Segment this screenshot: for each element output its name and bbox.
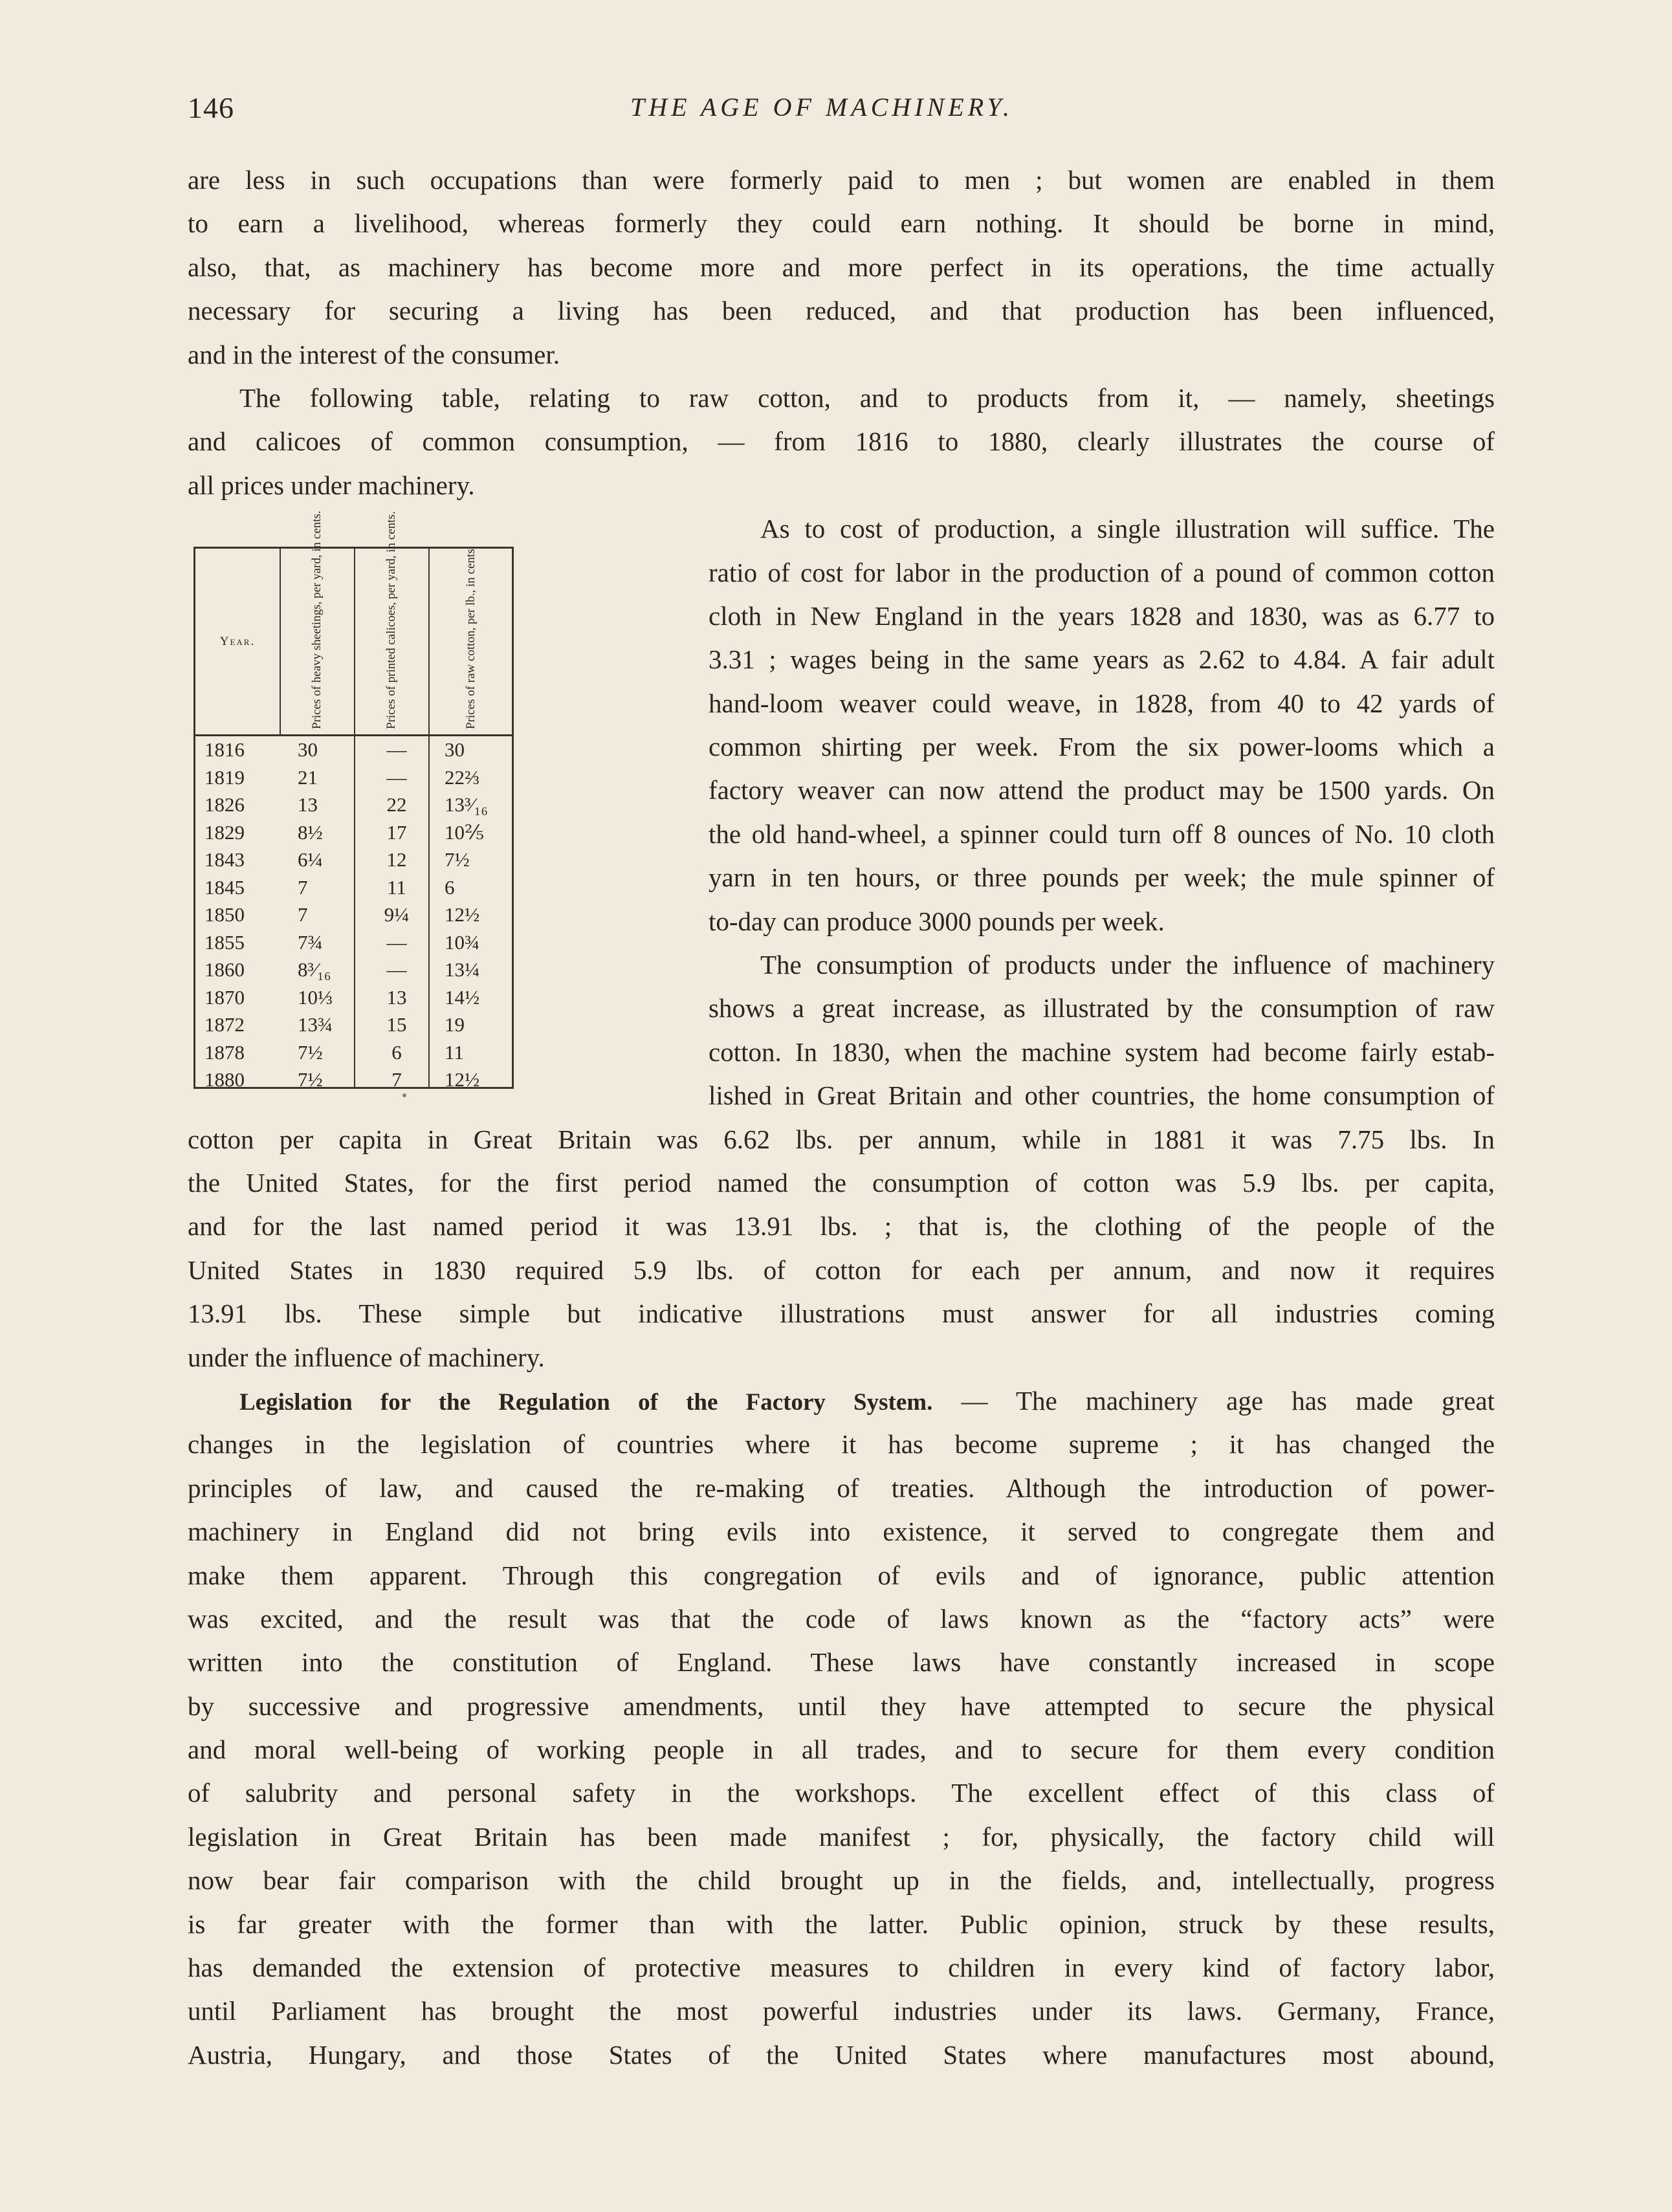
text-line: 13.91 lbs. These simple but indicative illustrations must answer for all industries coming: [188, 1298, 1495, 1329]
text-line: to-day can produce 3000 pounds per week.: [709, 906, 1165, 936]
cell-sheetings: 7½: [298, 1040, 323, 1064]
text-line: are less in such occupations than were formerly paid to men ; but women are enabled in them: [188, 165, 1495, 195]
text-line: United States in 1830 required 5.9 lbs. of cotton for each per annum, and now it requires: [188, 1254, 1495, 1285]
text-line: 3.31 ; wages being in the same years as 2.62 to 4.84. A fair adult: [709, 644, 1495, 675]
text-line: machinery in England did not bring evils into existence, it served to congregate them and: [188, 1517, 1495, 1547]
text-line: Austria, Hungary, and those States of the United States where manufactures most abound,: [188, 2039, 1495, 2070]
header-raw-cotton-text: Prices of raw cotton, per lb., in cents.: [464, 545, 478, 729]
cell-calicoes: 11: [387, 875, 406, 899]
text-line: legislation in Great Britain has been made manifest ; for, physically, the factory child will: [188, 1821, 1495, 1852]
text-line: The consumption of products under the influence of machinery: [760, 950, 1495, 980]
cell-calicoes: 13: [386, 985, 407, 1009]
text-line: The following table, relating to raw cotton, and to products from it, — namely, sheetings: [239, 382, 1495, 413]
paragraph-intro: [188, 159, 1495, 2077]
cell-year: 1819: [204, 765, 245, 789]
table-row: [195, 1066, 512, 1094]
cell-calicoes: 6: [391, 1040, 402, 1064]
cell-calicoes: 12: [386, 848, 407, 871]
header-sheetings-text: Prices of heavy sheetings, per yard, in cents.: [309, 510, 324, 729]
cell-raw-cotton: 13¼: [445, 958, 480, 981]
cell-sheetings: 7¾: [298, 930, 323, 954]
text-line: until Parliament has brought the most powerful industries under its laws. Germany, France,: [188, 1996, 1495, 2026]
cell-sheetings: 8³⁄₁₆: [298, 958, 331, 981]
text-line: hand-loom weaver could weave, in 1828, from 40 to 42 yards of: [709, 688, 1495, 718]
cell-sheetings: 13¾: [298, 1013, 333, 1036]
text-line: was excited, and the result was that the code of laws known as the “factory acts” were: [188, 1603, 1495, 1634]
cell-calicoes: 7: [391, 1068, 402, 1091]
cell-calicoes: —: [386, 738, 407, 761]
cell-calicoes: 15: [386, 1013, 407, 1036]
text-line: make them apparent. Through this congregation of evils and of ignorance, public attention: [188, 1560, 1495, 1590]
cell-calicoes: 17: [386, 820, 407, 844]
table-row: [195, 874, 512, 902]
cell-year: 1880: [204, 1068, 245, 1091]
text-line: factory weaver can now attend the product may be 1500 yards. On: [709, 775, 1495, 805]
text-line: cloth in New England in the years 1828 and 1830, was as 6.77 to: [709, 600, 1495, 631]
text-line: and moral well-being of working people in all trades, and to secure for them every condition: [188, 1735, 1495, 1765]
text-line: and in the interest of the consumer.: [188, 339, 560, 369]
running-head: THE AGE OF MACHINERY.: [630, 93, 1013, 122]
cell-raw-cotton: 10⅖: [445, 820, 485, 844]
text-line: under the influence of machinery.: [188, 1342, 545, 1372]
page-number: 146: [188, 91, 234, 124]
text-line: to earn a livelihood, whereas formerly they could earn nothing. It should be borne in mind,: [188, 208, 1495, 239]
header-raw-cotton: [429, 545, 513, 734]
text-line: of salubrity and personal safety in the workshops. The excellent effect of this class of: [188, 1778, 1495, 1808]
header-calicoes: [355, 510, 428, 734]
print-speck: [402, 1093, 406, 1097]
cell-sheetings: 6¼: [298, 848, 323, 871]
price-table: [193, 510, 514, 1091]
cell-calicoes: —: [386, 958, 407, 981]
table-row: [195, 901, 512, 929]
text-line: also, that, as machinery has become more and more perfect in its operations, the time actually: [188, 252, 1495, 282]
cell-sheetings: 13: [298, 793, 318, 816]
text-line: by successive and progressive amendments, until they have attempted to secure the physical: [188, 1691, 1495, 1721]
cell-raw-cotton: 12½: [445, 1068, 480, 1091]
table-row: [195, 929, 512, 957]
text-line: principles of law, and caused the re-making of treaties. Although the introduction of power-: [188, 1473, 1495, 1503]
cell-raw-cotton: 7½: [445, 848, 470, 871]
cell-calicoes: —: [386, 930, 407, 954]
header-calicoes-text: Prices of printed calicoes, per yard, in cents.: [384, 510, 398, 729]
header-year: Year.: [219, 634, 256, 648]
cell-sheetings: 7: [298, 875, 308, 899]
cell-raw-cotton: 12½: [445, 903, 480, 926]
text-line: shows a great increase, as illustrated by the consumption of raw: [709, 993, 1495, 1024]
table-row: [195, 764, 512, 792]
text-line: cotton per capita in Great Britain was 6.62 lbs. per annum, while in 1881 it was 7.75 lbs. In: [188, 1124, 1495, 1154]
text-line: and for the last named period it was 13.91 lbs. ; that is, the clothing of the people of the: [188, 1211, 1495, 1242]
cell-raw-cotton: 10¾: [445, 930, 480, 954]
cell-sheetings: 8½: [298, 820, 323, 844]
cell-raw-cotton: 19: [445, 1013, 465, 1036]
cell-sheetings: 7½: [298, 1068, 323, 1091]
cell-sheetings: 21: [298, 765, 318, 789]
cell-year: 1870: [204, 985, 245, 1009]
text-line: the United States, for the first period named the consumption of cotton was 5.9 lbs. per capita,: [188, 1167, 1495, 1198]
text-line: necessary for securing a living has been reduced, and that production has been influenced,: [188, 296, 1495, 326]
text-run: — The machinery age has made great: [932, 1385, 1495, 1416]
text-line: has demanded the extension of protective measures to children in every kind of factory labor,: [188, 1953, 1495, 1983]
text-line: changes in the legislation of countries where it has become supreme ; it has changed the: [188, 1429, 1495, 1460]
table-row: [195, 984, 512, 1012]
cell-year: 1860: [204, 958, 245, 981]
table-row: [195, 1039, 512, 1067]
text-line: ratio of cost for labor in the production of a pound of common cotton: [709, 557, 1495, 587]
table-body: [195, 736, 512, 1094]
text-line: cotton. In 1830, when the machine system had become fairly estab-: [709, 1036, 1495, 1067]
cell-year: 1816: [204, 738, 245, 761]
section-heading: Legislation for the Regulation of the Factory System.: [239, 1388, 933, 1416]
text-line: common shirting per week. From the six power-looms which a: [709, 732, 1495, 762]
text-line: lished in Great Britain and other countries, the home consumption of: [709, 1080, 1495, 1111]
page-header: [188, 91, 1495, 136]
cell-year: 1826: [204, 793, 245, 816]
cell-sheetings: 7: [298, 903, 308, 926]
text-line: and calicoes of common consumption, — from 1816 to 1880, clearly illustrates the course of: [188, 426, 1495, 457]
cell-sheetings: 10⅓: [298, 985, 333, 1009]
column-divider: [280, 549, 281, 734]
table-row: [195, 846, 512, 874]
section-lead-line: [188, 1379, 1495, 1423]
cell-year: 1829: [204, 820, 245, 844]
text-line: is far greater with the former than with the latter. Public opinion, struck by these results,: [188, 1909, 1495, 1939]
cell-year: 1850: [204, 903, 245, 926]
text-line: now bear fair comparison with the child brought up in the fields, and, intellectually, progress: [188, 1865, 1495, 1896]
cell-raw-cotton: 6: [445, 875, 455, 899]
cell-year: 1843: [204, 848, 245, 871]
cell-raw-cotton: 13³⁄₁₆: [445, 793, 489, 816]
header-sheetings: [280, 510, 353, 734]
cell-calicoes: 9¼: [384, 903, 410, 926]
cell-raw-cotton: 22⅔: [445, 765, 480, 789]
cell-year: 1878: [204, 1040, 245, 1064]
table-row: [195, 956, 512, 984]
cell-year: 1872: [204, 1013, 245, 1036]
cell-year: 1845: [204, 875, 245, 899]
table-row: [195, 736, 512, 764]
text-line: As to cost of production, a single illustration will suffice. The: [760, 514, 1495, 544]
table-row: [195, 791, 512, 819]
text-line: all prices under machinery.: [188, 470, 475, 500]
cell-calicoes: 22: [386, 793, 407, 816]
cell-year: 1855: [204, 930, 245, 954]
cell-raw-cotton: 30: [445, 738, 465, 761]
text-line: yarn in ten hours, or three pounds per week; the mule spinner of: [709, 862, 1495, 893]
cell-raw-cotton: 11: [445, 1040, 464, 1064]
cell-raw-cotton: 14½: [445, 985, 480, 1009]
cell-sheetings: 30: [298, 738, 318, 761]
table-row: [195, 1011, 512, 1039]
text-line: the old hand-wheel, a spinner could turn off 8 ounces of No. 10 cloth: [709, 818, 1495, 849]
cell-calicoes: —: [386, 765, 407, 789]
text-line: written into the constitution of England. These laws have constantly increased in scope: [188, 1647, 1495, 1678]
table-row: [195, 819, 512, 847]
